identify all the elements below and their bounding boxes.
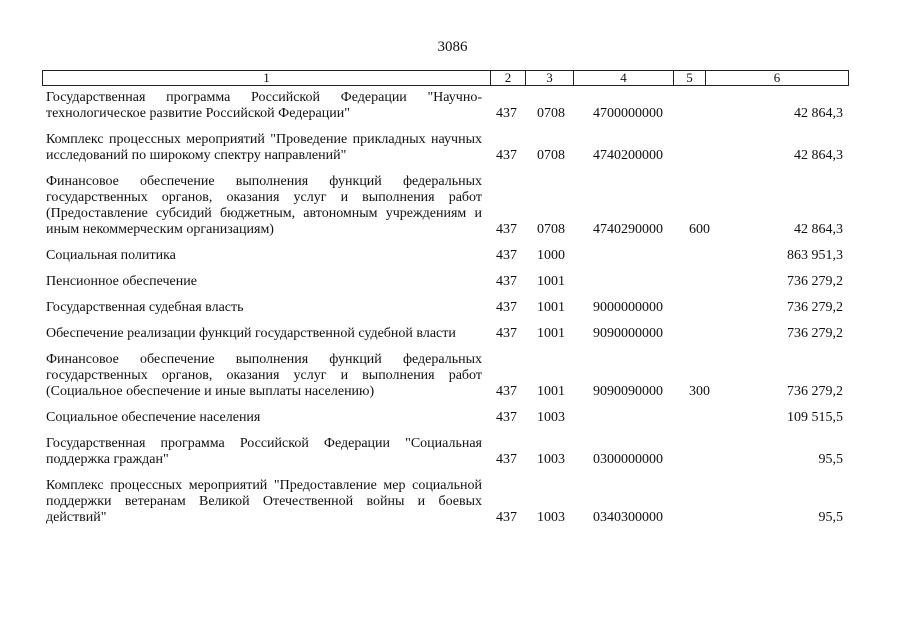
section-code: 1001 [537, 384, 565, 399]
table-row [0, 410, 905, 426]
section-code: 0708 [537, 106, 565, 121]
amount: 736 279,2 [787, 326, 843, 341]
table-row [0, 174, 905, 238]
row-description: Финансовое обеспечение выполнения функций федеральных государственных органов, оказания услуг и выполнения работ (Социальное обеспечение и иные выплаты населению) [46, 352, 482, 399]
table-column-header [42, 70, 849, 86]
row-description: Комплекс процессных мероприятий "Предоставление мер социальной поддержки ветеранам Великой Отечественной войны и боевых действий" [46, 478, 482, 525]
row-description: Государственная программа Российской Федерации "Научно-технологическое развитие Российской Федерации" [46, 90, 482, 121]
table-row [0, 326, 905, 342]
row-description: Пенсионное обеспечение [46, 274, 197, 289]
target-article-code: 9000000000 [593, 300, 663, 315]
column-number-6: 6 [705, 71, 848, 85]
table-row [0, 436, 905, 468]
ministry-code: 437 [496, 410, 517, 425]
section-code: 1000 [537, 248, 565, 263]
column-number-3: 3 [525, 71, 573, 85]
ministry-code: 437 [496, 300, 517, 315]
target-article-code: 9090090000 [593, 384, 663, 399]
row-description: Социальная политика [46, 248, 176, 263]
target-article-code: 0340300000 [593, 510, 663, 525]
amount: 736 279,2 [787, 300, 843, 315]
amount: 42 864,3 [794, 106, 843, 121]
table-row [0, 352, 905, 400]
target-article-code: 4700000000 [593, 106, 663, 121]
section-code: 0708 [537, 148, 565, 163]
section-code: 1001 [537, 326, 565, 341]
target-article-code: 9090000000 [593, 326, 663, 341]
section-code: 1001 [537, 274, 565, 289]
column-number-1: 1 [263, 70, 270, 85]
row-description: Комплекс процессных мероприятий "Проведение прикладных научных исследований по широкому спектру направлений" [46, 132, 482, 163]
ministry-code: 437 [496, 510, 517, 525]
section-code: 0708 [537, 222, 565, 237]
expense-type-code: 300 [689, 384, 710, 399]
ministry-code: 437 [496, 384, 517, 399]
column-number-2: 2 [490, 71, 525, 85]
column-number-4: 4 [573, 71, 673, 85]
amount: 95,5 [818, 452, 843, 467]
row-description: Государственная программа Российской Федерации "Социальная поддержка граждан" [46, 436, 482, 467]
ministry-code: 437 [496, 274, 517, 289]
section-code: 1003 [537, 510, 565, 525]
ministry-code: 437 [496, 452, 517, 467]
target-article-code: 4740290000 [593, 222, 663, 237]
table-row [0, 274, 905, 290]
table-row [0, 132, 905, 164]
target-article-code: 0300000000 [593, 452, 663, 467]
table-row [0, 300, 905, 316]
amount: 736 279,2 [787, 384, 843, 399]
column-number-5: 5 [673, 71, 705, 85]
row-description: Финансовое обеспечение выполнения функций федеральных государственных органов, оказания услуг и выполнения работ (Предоставление субсидий бюджетным, автономным учреждениям и иным некоммерческим организациям) [46, 174, 482, 237]
table-row [0, 478, 905, 526]
section-code: 1003 [537, 410, 565, 425]
amount: 109 515,5 [787, 410, 843, 425]
ministry-code: 437 [496, 148, 517, 163]
amount: 863 951,3 [787, 248, 843, 263]
amount: 42 864,3 [794, 222, 843, 237]
page-number: 3086 [437, 39, 468, 55]
target-article-code: 4740200000 [593, 148, 663, 163]
ministry-code: 437 [496, 222, 517, 237]
amount: 42 864,3 [794, 148, 843, 163]
amount: 736 279,2 [787, 274, 843, 289]
row-description: Государственная судебная власть [46, 300, 244, 315]
expense-type-code: 600 [689, 222, 710, 237]
row-description: Обеспечение реализации функций государственной судебной власти [46, 326, 456, 341]
section-code: 1003 [537, 452, 565, 467]
budget-table-body [0, 90, 905, 536]
row-description: Социальное обеспечение населения [46, 410, 261, 425]
ministry-code: 437 [496, 326, 517, 341]
table-row [0, 248, 905, 264]
section-code: 1001 [537, 300, 565, 315]
table-row [0, 90, 905, 122]
ministry-code: 437 [496, 106, 517, 121]
ministry-code: 437 [496, 248, 517, 263]
amount: 95,5 [818, 510, 843, 525]
